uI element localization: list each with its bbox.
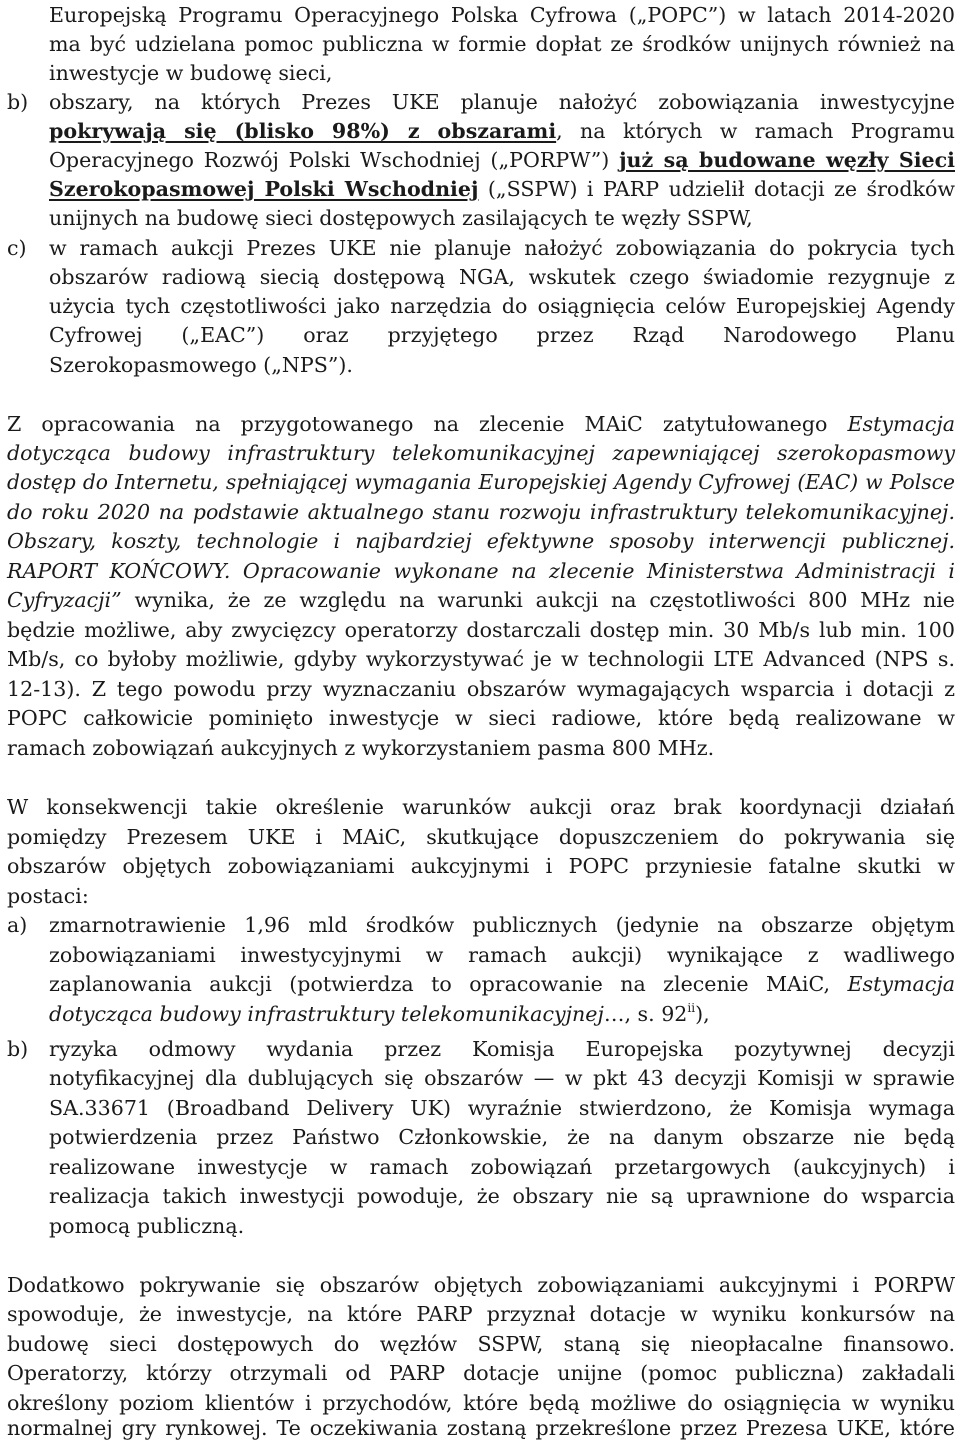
- text-line: SA.33671 (Broadband Delivery UK) wyraźnie stwierdzono, że Komisja wymaga: [49, 1096, 955, 1120]
- text-line: Cyfrowej („EAC”) oraz przyjętego przez Rząd Narodowego Planu: [49, 323, 955, 347]
- text-line: do roku 2020 na podstawie aktualnego stanu rozwoju infrastruktury telekomunikacyjnej.: [7, 500, 955, 524]
- text-line: Cyfryzacji” wynika, że ze względu na warunki aukcji na częstotliwości 800 MHz nie: [7, 588, 955, 612]
- text-line: Szerokopasmowej Polski Wschodniej („SSPW) i PARP udzielił dotacji ze środków: [49, 177, 956, 201]
- text-line: obszarów objętych zobowiązaniami aukcyjnymi i POPC przyniesie fatalne skutki w: [7, 854, 955, 878]
- text-line: potwierdzenia przez Państwo Członkowskie, że na danym obszarze nie będą: [49, 1125, 955, 1149]
- text-line: Szerokopasmowego („NPS”).: [49, 353, 353, 377]
- text-line: notyfikacyjnej dla dublujących się obszarów — w pkt 43 decyzji Komisji w sprawie: [49, 1066, 955, 1090]
- text-line: 12-13). Z tego powodu przy wyznaczaniu obszarów wymagających wsparcia i dotacji z: [7, 677, 955, 701]
- text-line: budowę sieci dostępowych do węzłów SSPW, staną się nieopłacalne finansowo.: [7, 1332, 955, 1356]
- text-line: W konsekwencji takie określenie warunków aukcji oraz brak koordynacji działań: [7, 795, 955, 819]
- list-label: c): [7, 236, 27, 260]
- text-line: dostęp do Internetu, spełniającej wymagania Europejskiej Agendy Cyfrowej (EAC) w Polsce: [7, 470, 955, 494]
- list-label: b): [7, 90, 29, 114]
- text-line: POPC całkowicie pominięto inwestycje w sieci radiowe, które będą realizowane w: [7, 706, 955, 730]
- text-line: Operacyjnego Rozwój Polski Wschodniej („PORPW”) już są budowane węzły Sieci: [49, 148, 955, 172]
- text-line: ma być udzielana pomoc publiczna w formie dopłat ze środków unijnych również na: [49, 32, 955, 56]
- text-line: Mb/s, co byłoby możliwie, gdyby wykorzystywać je w technologii LTE Advanced (NPS s.: [7, 647, 955, 671]
- text-line: użycia tych częstotliwości jako narzędzia do osiągnięcia celów Europejskiej Agendy: [49, 294, 955, 318]
- text-line: będzie możliwe, aby zwycięzcy operatorzy dostarczali dostęp min. 30 Mb/s lub min. 100: [7, 618, 955, 642]
- list-item-a: a) zmarnotrawienie 1,96 mld środków publicznych (jedynie na obszarze objętym: [7, 910, 955, 940]
- text-line: zobowiązaniami inwestycyjnymi w ramach aukcji) wynikające z wadliwego: [49, 943, 955, 967]
- text-line: ramach zobowiązań aukcyjnych z wykorzystaniem pasma 800 MHz.: [7, 736, 715, 760]
- emphasis: Szerokopasmowej Polski Wschodniej: [49, 177, 479, 201]
- list-item-c: c) w ramach aukcji Prezes UKE nie planuje nałożyć zobowiązania do pokrycia tych: [7, 233, 955, 263]
- text-line: postaci:: [7, 884, 89, 908]
- text-line: spowoduje, że inwestycje, na które PARP przyznał dotacje w wyniku konkursów na: [7, 1302, 955, 1326]
- text-line: dotycząca budowy infrastruktury telekomunikacyjnej zapewniającej szerokopasmowy: [7, 441, 955, 465]
- text-line: realizacja takich inwestycji powoduje, że obszary nie są uprawnione do wsparcia: [49, 1184, 955, 1208]
- list-item-b: b) obszary, na których Prezes UKE planuje nałożyć zobowiązania inwestycyjne: [7, 87, 955, 117]
- list-item-b: b) ryzyka odmowy wydania przez Komisja Europejska pozytywnej decyzji: [7, 1034, 955, 1064]
- text-line: określony poziom klientów i przychodów, które będą możliwe do osiągnięcia w wyniku: [7, 1391, 955, 1415]
- emphasis: pokrywają się (blisko 98%) z obszarami: [49, 119, 557, 143]
- text-line: RAPORT KOŃCOWY. Opracowanie wykonane na zlecenie Ministerstwa Administracji i: [7, 559, 955, 583]
- text-line: Dodatkowo pokrywanie się obszarów objętych zobowiązaniami aukcyjnymi i PORPW: [7, 1273, 955, 1297]
- text-line: realizowane inwestycje w ramach zobowiązań przetargowych (aukcyjnych) i: [49, 1155, 955, 1179]
- text-line: Europejską Programu Operacyjnego Polska Cyfrowa („POPC”) w latach 2014-2020: [49, 3, 955, 27]
- text-line: pomocą publiczną.: [49, 1214, 245, 1238]
- text-line: dotycząca budowy infrastruktury telekomunikacyjnej…, s. 92$^{ii}$),: [49, 1001, 710, 1026]
- list-label: a): [7, 913, 28, 937]
- text-line: unijnych na budowę sieci dostępowych zasilających te węzły SSPW,: [49, 206, 753, 230]
- text-line: zaplanowania aukcji (potwierdza to opracowanie na zlecenie MAiC, Estymacja: [49, 972, 955, 996]
- text-line: Obszary, koszty, technologie i najbardziej efektywne sposoby interwencji publicznej.: [7, 529, 955, 553]
- emphasis: już są budowane węzły Sieci: [619, 148, 955, 172]
- text-line: Operatorzy, którzy otrzymali od PARP dotacje unijne (pomoc publiczna) zakładali: [7, 1361, 955, 1385]
- text-line: normalnej gry rynkowej. Te oczekiwania zostaną przekreślone przez Prezesa UKE, które: [7, 1416, 955, 1440]
- text-line: pomiędzy Prezesem UKE i MAiC, skutkujące dopuszczeniem do pokrywania się: [7, 825, 955, 849]
- footnote-ref: ii: [687, 1001, 696, 1015]
- text-line: inwestycje w budowę sieci,: [49, 61, 333, 85]
- text-line: pokrywają się (blisko 98%) z obszarami, na których w ramach Programu: [49, 119, 955, 143]
- text-line: obszarów radiową siecią dostępową NGA, wskutek czego świadomie rezygnuje z: [49, 265, 955, 289]
- text-line: Z opracowania na przygotowanego na zlecenie MAiC zatytułowanego Estymacja: [7, 412, 955, 436]
- list-label: b): [7, 1037, 29, 1061]
